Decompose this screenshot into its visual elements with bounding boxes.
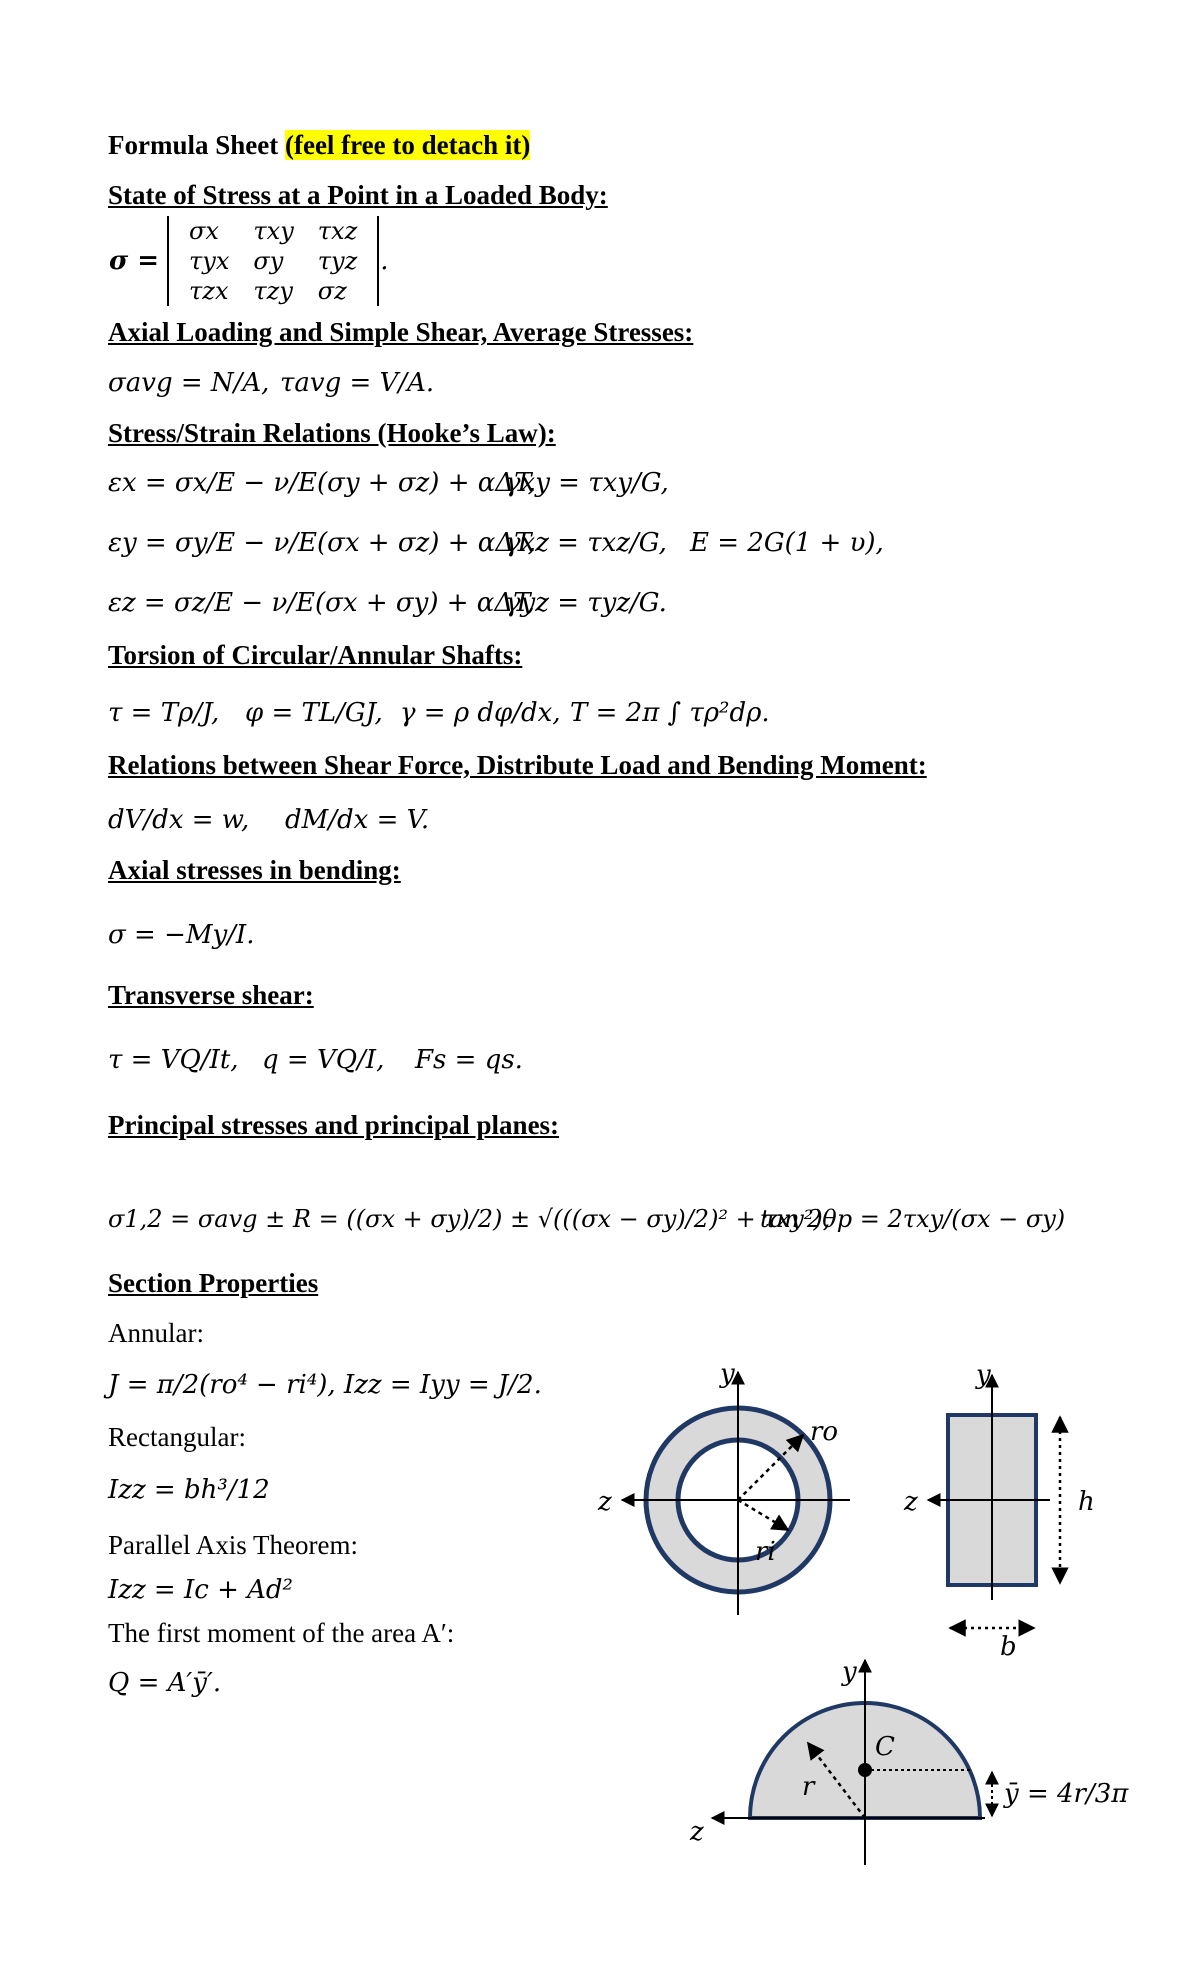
formula-principal-angle: tan 2θp = 2τxy/(σx − σy) bbox=[760, 1205, 1066, 1233]
formula-modulus: E = 2G(1 + υ), bbox=[690, 528, 884, 558]
semicircle-y-label: y bbox=[842, 1657, 857, 1687]
formula-first-moment: Q = A′ȳ′. bbox=[108, 1668, 222, 1698]
formula-torque: T = 2π ∫ τρ²dρ. bbox=[570, 698, 770, 728]
formula-gamma-xy: γxy = τxy/G, bbox=[505, 468, 669, 498]
formula-dv-dx: dV/dx = w, bbox=[108, 805, 250, 835]
parallel-label: Parallel Axis Theorem: bbox=[108, 1530, 358, 1560]
matrix-cell: τzx bbox=[189, 277, 229, 305]
heading-relations: Relations between Shear Force, Distribute Load and Bending Moment: bbox=[108, 750, 927, 780]
matrix-cell: τyx bbox=[189, 247, 230, 275]
rect-y-label: y bbox=[976, 1360, 991, 1390]
formula-torsion-phi: φ = TL/GJ, bbox=[245, 698, 383, 728]
matrix-cell: τxy bbox=[253, 217, 294, 245]
rect-h-label: h bbox=[1078, 1487, 1095, 1517]
heading-section: Section Properties bbox=[108, 1268, 319, 1298]
annulus-z-label: z bbox=[598, 1487, 612, 1517]
heading-hooke: Stress/Strain Relations (Hooke’s Law): bbox=[108, 418, 556, 448]
semicircle-figure bbox=[689, 1657, 1129, 1865]
matrix-cell: τxz bbox=[317, 217, 358, 245]
formula-gamma-yz: γyz = τyz/G. bbox=[505, 588, 667, 618]
semicircle-r-label: r bbox=[802, 1772, 815, 1802]
formula-sigma-avg: σavg = N/A, bbox=[108, 368, 270, 398]
rect-b-label: b bbox=[1000, 1632, 1017, 1662]
title-main: Formula Sheet bbox=[108, 130, 279, 160]
stress-matrix-lhs: σ = bbox=[109, 246, 160, 276]
rectangle-figure bbox=[903, 1360, 1095, 1662]
matrix-cell: σx bbox=[189, 217, 219, 245]
formula-shear-flow: q = VQ/I, bbox=[262, 1045, 385, 1075]
formula-gamma-xz: γxz = τxz/G, bbox=[505, 528, 667, 558]
heading-principal: Principal stresses and principal planes: bbox=[108, 1110, 560, 1140]
annulus-y-label: y bbox=[720, 1359, 735, 1389]
semicircle-z-label: z bbox=[690, 1817, 704, 1847]
formula-parallel-axis: Izz = Ic + Ad² bbox=[108, 1575, 293, 1605]
formula-dm-dx: dM/dx = V. bbox=[285, 805, 430, 835]
annular-label: Annular: bbox=[108, 1318, 204, 1348]
heading-stress-state: State of Stress at a Point in a Loaded Body: bbox=[108, 180, 608, 210]
heading-bending: Axial stresses in bending: bbox=[108, 855, 401, 885]
formula-strain-z: εz = σz/E − ν/E(σx + σy) + αΔT, bbox=[108, 588, 535, 618]
matrix-cell: σz bbox=[317, 277, 347, 305]
formula-shear-force: Fs = qs. bbox=[415, 1045, 523, 1075]
ybar-formula: ȳ = 4r/3π bbox=[1004, 1779, 1129, 1809]
heading-shear: Transverse shear: bbox=[108, 980, 314, 1010]
formula-shear-tau: τ = VQ/It, bbox=[108, 1045, 239, 1075]
formula-annular: J = π/2(ro⁴ − ri⁴), Izz = Iyy = J/2. bbox=[108, 1370, 542, 1400]
annulus-ri-label: ri bbox=[755, 1537, 776, 1567]
formula-torsion-tau: τ = Tρ/J, bbox=[108, 698, 220, 728]
formula-rect: Izz = bh³/12 bbox=[108, 1475, 270, 1505]
matrix-cell: τyz bbox=[317, 247, 358, 275]
title-note: (feel free to detach it) bbox=[284, 130, 531, 160]
formula-bending-stress: σ = −My/I. bbox=[108, 920, 255, 950]
centroid-point bbox=[858, 1763, 872, 1777]
first-moment-label: The first moment of the area A′: bbox=[108, 1618, 455, 1648]
formula-tau-avg: τavg = V/A. bbox=[280, 368, 435, 398]
formula-strain-x: εx = σx/E − ν/E(σy + σz) + αΔT, bbox=[108, 468, 536, 498]
formula-torsion-gamma: γ = ρ dφ/dx, bbox=[400, 698, 561, 728]
annulus-ro-label: ro bbox=[810, 1417, 839, 1447]
heading-torsion: Torsion of Circular/Annular Shafts: bbox=[108, 640, 523, 670]
stress-matrix: σ = σx τxy τxz τyx σy τyz τzx τzy σz . bbox=[109, 217, 389, 305]
matrix-cell: τzy bbox=[253, 277, 293, 305]
formula-strain-y: εy = σy/E − ν/E(σx + σz) + αΔT, bbox=[108, 528, 536, 558]
annulus-figure bbox=[597, 1359, 850, 1615]
centroid-label: C bbox=[875, 1732, 895, 1762]
rect-z-label: z bbox=[904, 1487, 918, 1517]
heading-axial: Axial Loading and Simple Shear, Average Stresses: bbox=[108, 317, 694, 347]
matrix-cell: σy bbox=[253, 247, 284, 275]
formula-principal-stress: σ1,2 = σavg ± R = ((σx + σy)/2) ± √(((σx − σy)/2)² + τxy²), bbox=[108, 1205, 831, 1233]
rect-label: Rectangular: bbox=[108, 1422, 246, 1452]
